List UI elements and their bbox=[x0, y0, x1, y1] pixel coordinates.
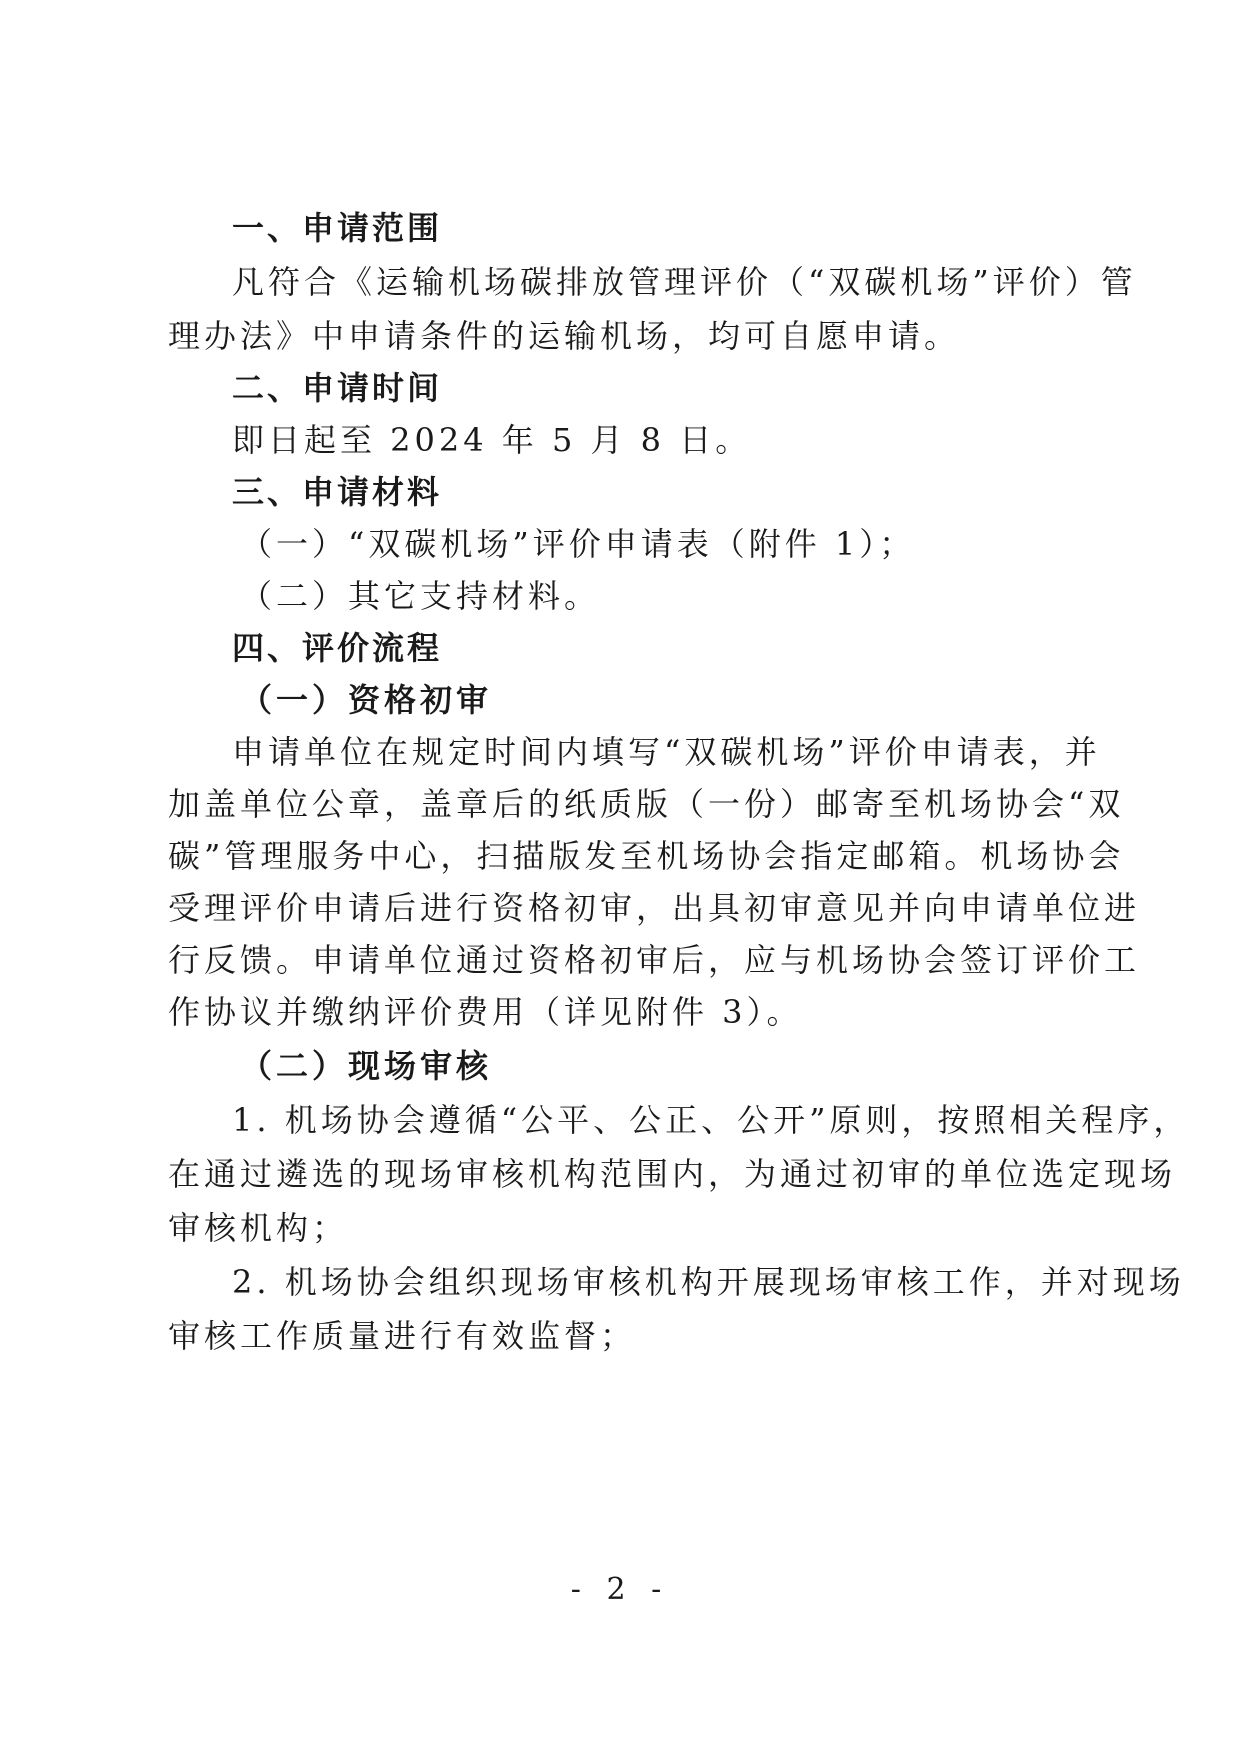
section-title-scope: 一、申请范围 bbox=[232, 209, 443, 247]
section-title-materials: 三、申请材料 bbox=[232, 473, 443, 511]
onsite-item-2-line-2: 审核工作质量进行有效监督； bbox=[168, 1317, 637, 1355]
preliminary-line-5: 行反馈。申请单位通过资格初审后，应与机场协会签订评价工 bbox=[168, 941, 1141, 979]
section-title-process: 四、评价流程 bbox=[232, 629, 443, 667]
paragraph-scope-line-2: 理办法》中申请条件的运输机场，均可自愿申请。 bbox=[168, 317, 961, 355]
materials-item-2: （二）其它支持材料。 bbox=[240, 577, 601, 615]
section-title-time: 二、申请时间 bbox=[232, 369, 443, 407]
preliminary-line-2: 加盖单位公章，盖章后的纸质版（一份）邮寄至机场协会“双 bbox=[168, 785, 1125, 823]
onsite-item-2-line-1: 2. 机场协会组织现场审核机构开展现场审核工作，并对现场 bbox=[232, 1263, 1185, 1301]
materials-item-1: （一）“双碳机场”评价申请表（附件 1）； bbox=[240, 525, 916, 563]
onsite-item-1-line-1: 1. 机场协会遵循“公平、公正、公开”原则，按照相关程序， bbox=[232, 1101, 1190, 1139]
preliminary-line-3: 碳”管理服务中心，扫描版发至机场协会指定邮箱。机场协会 bbox=[168, 837, 1125, 875]
onsite-item-1-line-3: 审核机构； bbox=[168, 1209, 349, 1247]
subsection-title-preliminary: （一）资格初审 bbox=[240, 681, 493, 719]
preliminary-line-1: 申请单位在规定时间内填写“双碳机场”评价申请表，并 bbox=[232, 733, 1101, 771]
paragraph-scope-line-1: 凡符合《运输机场碳排放管理评价（“双碳机场”评价）管 bbox=[232, 263, 1137, 301]
onsite-item-1-line-2: 在通过遴选的现场审核机构范围内，为通过初审的单位选定现场 bbox=[168, 1155, 1177, 1193]
preliminary-line-6: 作协议并缴纳评价费用（详见附件 3）。 bbox=[168, 993, 803, 1031]
subsection-title-onsite: （二）现场审核 bbox=[240, 1047, 493, 1085]
paragraph-time: 即日起至 2024 年 5 月 8 日。 bbox=[232, 421, 752, 459]
page-number: - 2 - bbox=[570, 1572, 670, 1607]
preliminary-line-4: 受理评价申请后进行资格初审，出具初审意见并向申请单位进 bbox=[168, 889, 1141, 927]
